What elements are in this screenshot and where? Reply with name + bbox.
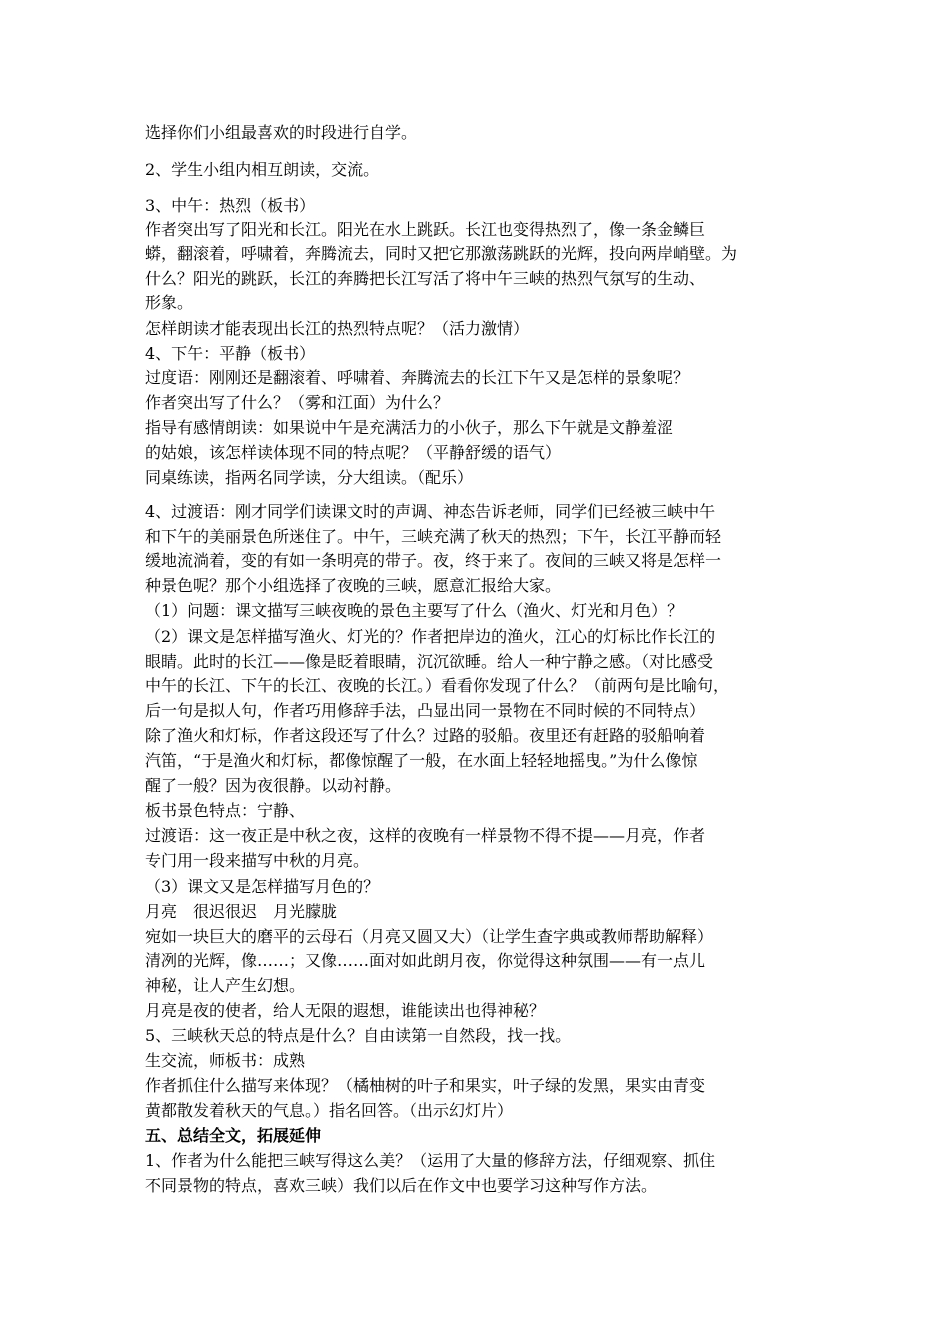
text-line: 的姑娘，该怎样读体现不同的特点呢？（平静舒缓的语气） [145, 443, 562, 462]
text-line: 4、过渡语：刚才同学们读课文时的声调、神态告诉老师，同学们已经被三峡中午 [145, 502, 716, 521]
text-line: 2、学生小组内相互朗读，交流。 [145, 160, 380, 179]
text-line: 蟒，翻滚着，呼啸着，奔腾流去，同时又把它那激荡跳跃的光辉，投向两岸峭壁。为 [145, 244, 738, 263]
text-line: 黄都散发着秋天的气息。）指名回答。（出示幻灯片） [145, 1101, 514, 1120]
text-line: 同桌练读，指两名同学读，分大组读。（配乐） [145, 468, 474, 487]
text-line: 4、下午：平静（板书） [145, 344, 316, 363]
text-line: 5、三峡秋天总的特点是什么？自由读第一自然段，找一找。 [145, 1026, 572, 1045]
text-line: 宛如一块巨大的磨平的云母石（月亮又圆又大）（让学生查字典或教师帮助解释） [145, 927, 714, 946]
text-line: 缓地流淌着，变的有如一条明亮的带子。夜，终于来了。夜间的三峡又将是怎样一 [145, 551, 722, 570]
text-line: 和下午的美丽景色所迷住了。中午，三峡充满了秋天的热烈；下午，长江平静而轻 [145, 527, 722, 546]
text-line: 选择你们小组最喜欢的时段进行自学。 [145, 123, 418, 142]
text-line: 醒了一般？因为夜很静。以动衬静。 [145, 776, 402, 795]
text-line: 月亮是夜的使者，给人无限的遐想，谁能读出也得神秘？ [145, 1001, 546, 1020]
text-line: 眼睛。此时的长江——像是眨着眼睛，沉沉欲睡。给人一种宁静之感。（对比感受 [145, 652, 714, 671]
text-line: 月亮 很迟很迟 月光朦胧 [145, 902, 338, 921]
text-line: 除了渔火和灯标，作者这段还写了什么？过路的驳船。夜里还有赶路的驳船响着 [145, 726, 706, 745]
text-line: 板书景色特点：宁静、 [145, 801, 306, 820]
text-line: 过渡语：这一夜正是中秋之夜，这样的夜晚有一样景物不得不提——月亮，作者 [145, 826, 706, 845]
text-line: 过度语：刚刚还是翻滚着、呼啸着、奔腾流去的长江下午又是怎样的景象呢？ [145, 368, 690, 387]
text-line: 后一句是拟人句，作者巧用修辞手法，凸显出同一景物在不同时候的不同特点） [145, 701, 706, 720]
text-line: 形象。 [145, 293, 194, 312]
text-line: 神秘，让人产生幻想。 [145, 976, 306, 995]
text-line: 专门用一段来描写中秋的月亮。 [145, 851, 370, 870]
text-line: （2）课文是怎样描写渔火、灯光的？作者把岸边的渔火，江心的灯标比作长江的 [145, 627, 716, 646]
text-line: 中午的长江、下午的长江、夜晚的长江。）看看你发现了什么？（前两句是比喻句， [145, 676, 730, 695]
text-line: 作者抓住什么描写来体现？（橘柚树的叶子和果实，叶子绿的发黑，果实由青变 [145, 1076, 706, 1095]
text-line: 作者突出写了阳光和长江。阳光在水上跳跃。长江也变得热烈了，像一条金鳞巨 [145, 220, 706, 239]
text-line: 什么？阳光的跳跃，长江的奔腾把长江写活了将中午三峡的热烈气氛写的生动、 [145, 269, 706, 288]
text-line: 生交流，师板书：成熟 [145, 1051, 306, 1070]
text-line: 汽笛，“于是渔火和灯标，都像惊醒了一般，在水面上轻轻地摇曳。”为什么像惊 [145, 751, 698, 770]
text-line: 1、作者为什么能把三峡写得这么美？（运用了大量的修辞方法，仔细观察、抓住 [145, 1151, 716, 1170]
text-line: 指导有感情朗读：如果说中午是充满活力的小伙子，那么下午就是文静羞涩 [145, 418, 674, 437]
text-line: 种景色呢？那个小组选择了夜晚的三峡，愿意汇报给大家。 [145, 576, 562, 595]
section-heading: 五、总结全文，拓展延伸 [145, 1126, 322, 1145]
text-line: （3）课文又是怎样描写月色的？ [145, 877, 380, 896]
text-line: 清冽的光辉，像……；又像……面对如此朗月夜，你觉得这种氛围——有一点儿 [145, 951, 706, 970]
text-line: 怎样朗读才能表现出长江的热烈特点呢？（活力激情） [145, 319, 530, 338]
text-line: 作者突出写了什么？（雾和江面）为什么？ [145, 393, 450, 412]
text-line: （1）问题：课文描写三峡夜晚的景色主要写了什么（渔火、灯光和月色）？ [145, 601, 684, 620]
text-line: 不同景物的特点，喜欢三峡）我们以后在作文中也要学习这种写作方法。 [145, 1176, 658, 1195]
text-line: 3、中午：热烈（板书） [145, 196, 316, 215]
